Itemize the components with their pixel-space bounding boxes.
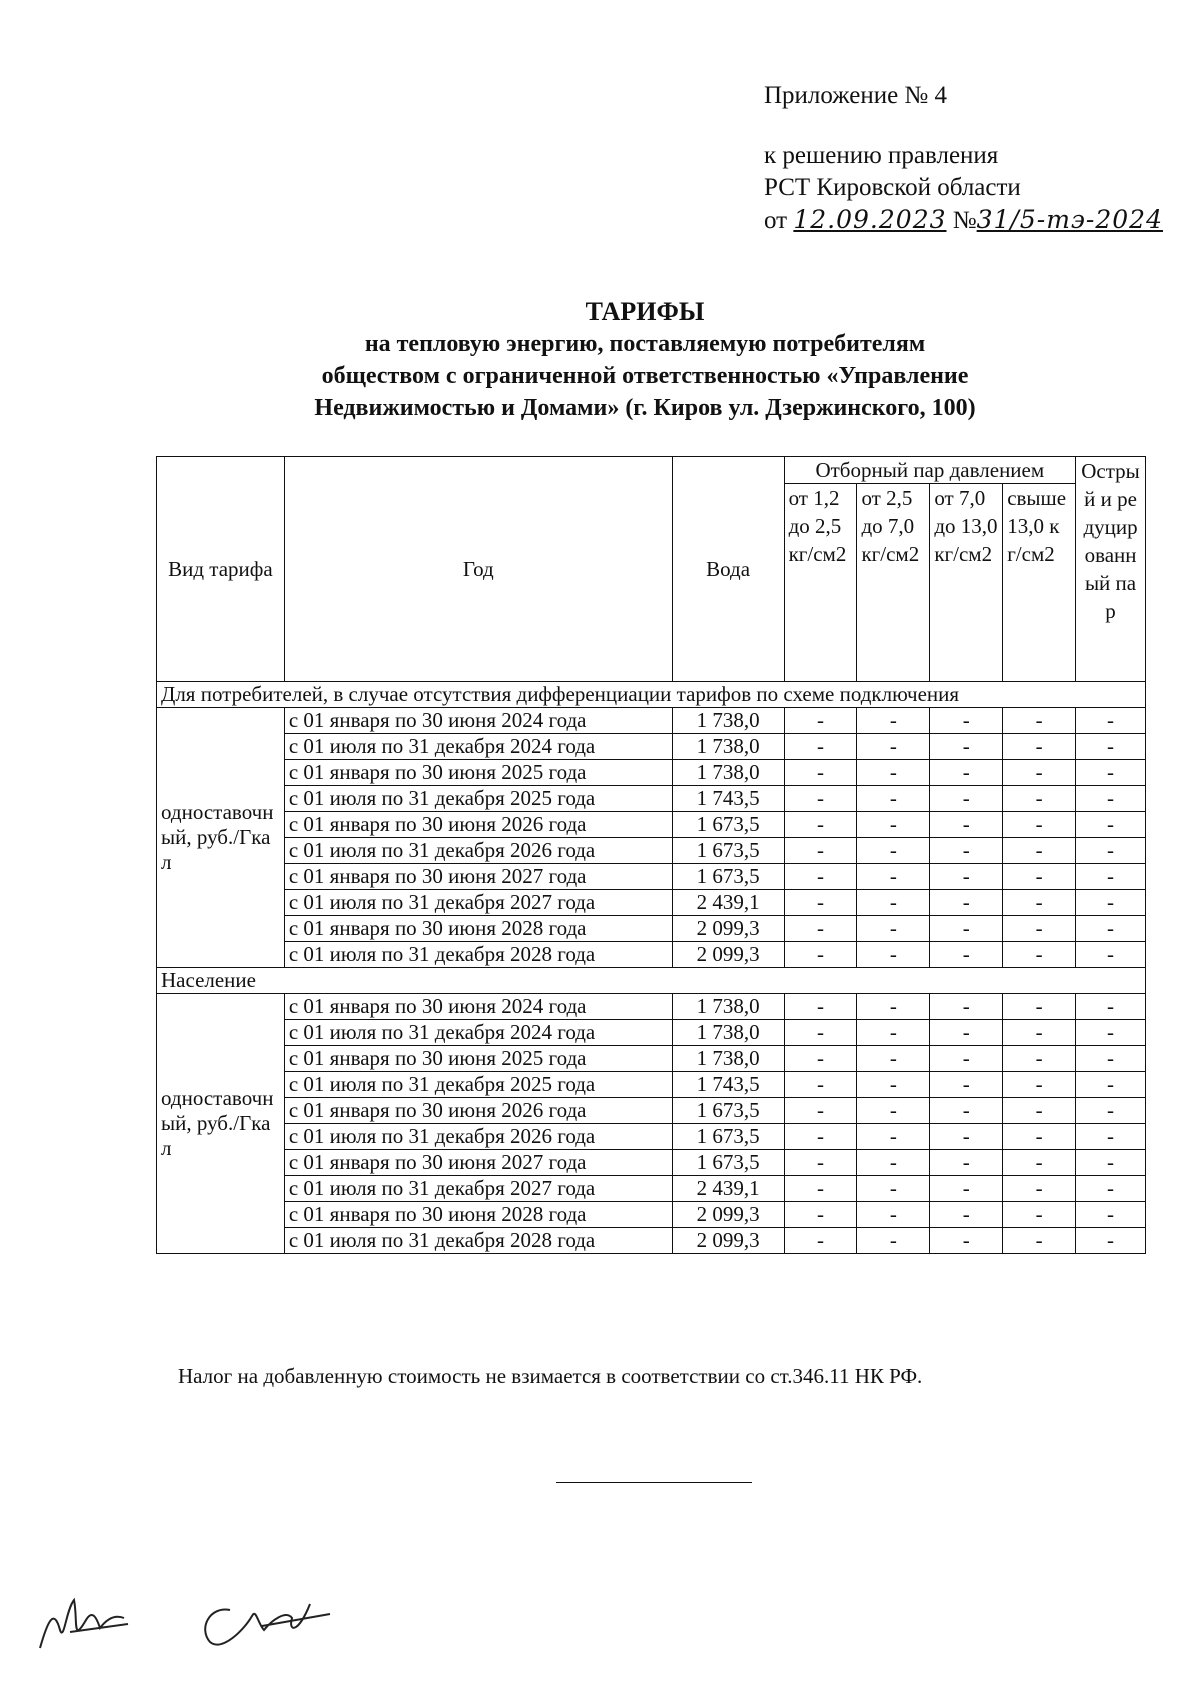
table-row (157, 1098, 1146, 1124)
steam-2-cell: - (857, 942, 930, 968)
steam-1-cell: - (784, 1046, 857, 1072)
steam-4-cell: - (1003, 864, 1076, 890)
section-row (157, 968, 1146, 994)
water-value-cell: 1 673,5 (672, 812, 784, 838)
period-cell: с 01 июля по 31 декабря 2027 года (284, 1176, 672, 1202)
water-value-cell: 1 738,0 (672, 708, 784, 734)
period-cell: с 01 июля по 31 декабря 2026 года (284, 1124, 672, 1150)
water-value-cell: 2 099,3 (672, 942, 784, 968)
water-value-cell: 2 439,1 (672, 1176, 784, 1202)
appendix-date-line (764, 204, 1163, 237)
section-title: Для потребителей, в случае отсутствия дифференциации тарифов по схеме подключения (157, 682, 1146, 708)
tariff-table-body (157, 682, 1146, 1254)
steam-3-cell: - (930, 1124, 1003, 1150)
period-cell: с 01 января по 30 июня 2026 года (284, 812, 672, 838)
steam-3-cell: - (930, 994, 1003, 1020)
document-title (150, 296, 1140, 424)
steam-4-cell: - (1003, 812, 1076, 838)
steam-3-cell: - (930, 890, 1003, 916)
period-cell: с 01 июля по 31 декабря 2025 года (284, 1072, 672, 1098)
date-prefix: от (764, 207, 788, 234)
section-title: Население (157, 968, 1146, 994)
appendix-number: Приложение № 4 (764, 82, 948, 109)
table-row (157, 1072, 1146, 1098)
steam-2-cell: - (857, 1072, 930, 1098)
water-value-cell: 1 673,5 (672, 1098, 784, 1124)
sharp-steam-cell: - (1076, 942, 1146, 968)
period-cell: с 01 января по 30 июня 2024 года (284, 708, 672, 734)
steam-4-cell: - (1003, 890, 1076, 916)
period-cell: с 01 января по 30 июня 2025 года (284, 760, 672, 786)
steam-1-cell: - (784, 1228, 857, 1254)
period-cell: с 01 июля по 31 декабря 2024 года (284, 1020, 672, 1046)
table-row (157, 1124, 1146, 1150)
water-value-cell: 2 439,1 (672, 890, 784, 916)
table-row (157, 1020, 1146, 1046)
header-water: Вода (672, 457, 784, 682)
steam-3-cell: - (930, 942, 1003, 968)
handwritten-date: 12.09.2023 (793, 205, 947, 234)
sharp-steam-cell: - (1076, 1176, 1146, 1202)
period-cell: с 01 января по 30 июня 2025 года (284, 1046, 672, 1072)
table-row (157, 1202, 1146, 1228)
steam-1-cell: - (784, 916, 857, 942)
table-row (157, 812, 1146, 838)
steam-1-cell: - (784, 708, 857, 734)
title-main: ТАРИФЫ (585, 297, 705, 326)
header-steam-4: свыше 13,0 кг/см2 (1003, 484, 1076, 682)
steam-4-cell: - (1003, 1124, 1076, 1150)
sharp-steam-cell: - (1076, 1202, 1146, 1228)
steam-3-cell: - (930, 812, 1003, 838)
header-steam-3: от 7,0 до 13,0 кг/см2 (930, 484, 1003, 682)
water-value-cell: 1 738,0 (672, 1046, 784, 1072)
table-row (157, 786, 1146, 812)
water-value-cell: 1 743,5 (672, 786, 784, 812)
water-value-cell: 1 673,5 (672, 1124, 784, 1150)
sharp-steam-cell: - (1076, 890, 1146, 916)
title-line-1: на тепловую энергию, поставляемую потребителям (364, 331, 926, 357)
steam-2-cell: - (857, 864, 930, 890)
water-value-cell: 1 673,5 (672, 838, 784, 864)
steam-3-cell: - (930, 786, 1003, 812)
period-cell: с 01 июля по 31 декабря 2027 года (284, 890, 672, 916)
header-steam-1: от 1,2 до 2,5 кг/см2 (784, 484, 857, 682)
period-cell: с 01 июля по 31 декабря 2024 года (284, 734, 672, 760)
steam-3-cell: - (930, 1046, 1003, 1072)
steam-1-cell: - (784, 812, 857, 838)
appendix-line-1: к решению правления (764, 142, 999, 169)
steam-1-cell: - (784, 1150, 857, 1176)
water-value-cell: 2 099,3 (672, 1228, 784, 1254)
water-value-cell: 1 743,5 (672, 1072, 784, 1098)
period-cell: с 01 июля по 31 декабря 2025 года (284, 786, 672, 812)
steam-3-cell: - (930, 708, 1003, 734)
steam-1-cell: - (784, 1124, 857, 1150)
tariff-table (156, 456, 1146, 1254)
steam-3-cell: - (930, 838, 1003, 864)
steam-2-cell: - (857, 812, 930, 838)
sharp-steam-cell: - (1076, 1046, 1146, 1072)
steam-2-cell: - (857, 1176, 930, 1202)
steam-2-cell: - (857, 1150, 930, 1176)
water-value-cell: 1 673,5 (672, 864, 784, 890)
steam-4-cell: - (1003, 1202, 1076, 1228)
period-cell: с 01 января по 30 июня 2026 года (284, 1098, 672, 1124)
period-cell: с 01 июля по 31 декабря 2028 года (284, 1228, 672, 1254)
sharp-steam-cell: - (1076, 1098, 1146, 1124)
table-row (157, 1046, 1146, 1072)
header-year: Год (284, 457, 672, 682)
table-row (157, 708, 1146, 734)
steam-2-cell: - (857, 1098, 930, 1124)
steam-3-cell: - (930, 1228, 1003, 1254)
steam-4-cell: - (1003, 1176, 1076, 1202)
steam-1-cell: - (784, 1176, 857, 1202)
period-cell: с 01 января по 30 июня 2024 года (284, 994, 672, 1020)
sharp-steam-cell: - (1076, 1020, 1146, 1046)
table-row (157, 1150, 1146, 1176)
sharp-steam-cell: - (1076, 1228, 1146, 1254)
steam-1-cell: - (784, 994, 857, 1020)
steam-4-cell: - (1003, 916, 1076, 942)
steam-2-cell: - (857, 1046, 930, 1072)
steam-4-cell: - (1003, 1150, 1076, 1176)
period-cell: с 01 июля по 31 декабря 2026 года (284, 838, 672, 864)
steam-4-cell: - (1003, 1228, 1076, 1254)
period-cell: с 01 января по 30 июня 2027 года (284, 1150, 672, 1176)
steam-4-cell: - (1003, 734, 1076, 760)
sharp-steam-cell: - (1076, 786, 1146, 812)
period-cell: с 01 июля по 31 декабря 2028 года (284, 942, 672, 968)
steam-4-cell: - (1003, 760, 1076, 786)
sharp-steam-cell: - (1076, 734, 1146, 760)
steam-1-cell: - (784, 1202, 857, 1228)
steam-3-cell: - (930, 1202, 1003, 1228)
period-cell: с 01 января по 30 июня 2028 года (284, 1202, 672, 1228)
steam-1-cell: - (784, 1098, 857, 1124)
table-row (157, 760, 1146, 786)
steam-1-cell: - (784, 1020, 857, 1046)
period-cell: с 01 января по 30 июня 2027 года (284, 864, 672, 890)
tariff-kind: одноставочный, руб./Гкал (157, 994, 285, 1254)
tariff-kind: одноставочный, руб./Гкал (157, 708, 285, 968)
steam-4-cell: - (1003, 1072, 1076, 1098)
handwritten-signatures-icon (30, 1580, 350, 1660)
water-value-cell: 1 673,5 (672, 1150, 784, 1176)
sharp-steam-cell: - (1076, 760, 1146, 786)
table-row (157, 1228, 1146, 1254)
steam-2-cell: - (857, 734, 930, 760)
steam-4-cell: - (1003, 838, 1076, 864)
closing-rule (556, 1482, 752, 1483)
steam-3-cell: - (930, 1072, 1003, 1098)
water-value-cell: 2 099,3 (672, 916, 784, 942)
title-line-2: обществом с ограниченной ответственностью «Управление (321, 363, 969, 389)
table-row (157, 838, 1146, 864)
steam-3-cell: - (930, 1020, 1003, 1046)
steam-1-cell: - (784, 890, 857, 916)
water-value-cell: 1 738,0 (672, 994, 784, 1020)
table-row (157, 942, 1146, 968)
steam-2-cell: - (857, 890, 930, 916)
steam-4-cell: - (1003, 1098, 1076, 1124)
steam-1-cell: - (784, 838, 857, 864)
handwritten-decision-number: 31/5-тэ-2024 (976, 205, 1163, 234)
steam-2-cell: - (857, 916, 930, 942)
sharp-steam-cell: - (1076, 864, 1146, 890)
period-cell: с 01 января по 30 июня 2028 года (284, 916, 672, 942)
steam-1-cell: - (784, 786, 857, 812)
steam-3-cell: - (930, 1176, 1003, 1202)
steam-2-cell: - (857, 1202, 930, 1228)
table-row (157, 864, 1146, 890)
sharp-steam-cell: - (1076, 1150, 1146, 1176)
steam-2-cell: - (857, 838, 930, 864)
table-row (157, 994, 1146, 1020)
water-value-cell: 1 738,0 (672, 1020, 784, 1046)
header-kind: Вид тарифа (157, 457, 285, 682)
steam-2-cell: - (857, 1228, 930, 1254)
steam-1-cell: - (784, 760, 857, 786)
sharp-steam-cell: - (1076, 1072, 1146, 1098)
steam-3-cell: - (930, 916, 1003, 942)
steam-2-cell: - (857, 994, 930, 1020)
steam-1-cell: - (784, 734, 857, 760)
steam-3-cell: - (930, 1098, 1003, 1124)
table-row (157, 734, 1146, 760)
water-value-cell: 1 738,0 (672, 734, 784, 760)
steam-1-cell: - (784, 864, 857, 890)
steam-2-cell: - (857, 708, 930, 734)
steam-4-cell: - (1003, 1046, 1076, 1072)
steam-4-cell: - (1003, 1020, 1076, 1046)
title-line-3: Недвижимостью и Домами» (г. Киров ул. Дзержинского, 100) (314, 395, 976, 421)
steam-4-cell: - (1003, 994, 1076, 1020)
water-value-cell: 2 099,3 (672, 1202, 784, 1228)
sharp-steam-cell: - (1076, 708, 1146, 734)
sharp-steam-cell: - (1076, 916, 1146, 942)
steam-3-cell: - (930, 760, 1003, 786)
section-row (157, 682, 1146, 708)
steam-2-cell: - (857, 786, 930, 812)
water-value-cell: 1 738,0 (672, 760, 784, 786)
steam-3-cell: - (930, 734, 1003, 760)
steam-4-cell: - (1003, 708, 1076, 734)
steam-2-cell: - (857, 1020, 930, 1046)
steam-2-cell: - (857, 1124, 930, 1150)
sharp-steam-cell: - (1076, 1124, 1146, 1150)
number-prefix: № (952, 207, 977, 234)
steam-2-cell: - (857, 760, 930, 786)
appendix-block (764, 80, 1163, 237)
header-steam-2: от 2,5 до 7,0 кг/см2 (857, 484, 930, 682)
steam-3-cell: - (930, 864, 1003, 890)
header-steam-group: Отборный пар давлением (784, 457, 1076, 484)
steam-1-cell: - (784, 942, 857, 968)
table-row (157, 916, 1146, 942)
vat-footnote: Налог на добавленную стоимость не взимается в соответствии со ст.346.11 НК РФ. (178, 1364, 923, 1388)
sharp-steam-cell: - (1076, 994, 1146, 1020)
header-sharp-steam: Острый и редуцированный пар (1076, 457, 1146, 682)
table-row (157, 1176, 1146, 1202)
sharp-steam-cell: - (1076, 812, 1146, 838)
table-row (157, 890, 1146, 916)
steam-4-cell: - (1003, 786, 1076, 812)
signatures (30, 1580, 350, 1665)
appendix-line-2: РСТ Кировской области (764, 174, 1021, 201)
sharp-steam-cell: - (1076, 838, 1146, 864)
steam-4-cell: - (1003, 942, 1076, 968)
steam-1-cell: - (784, 1072, 857, 1098)
steam-3-cell: - (930, 1150, 1003, 1176)
